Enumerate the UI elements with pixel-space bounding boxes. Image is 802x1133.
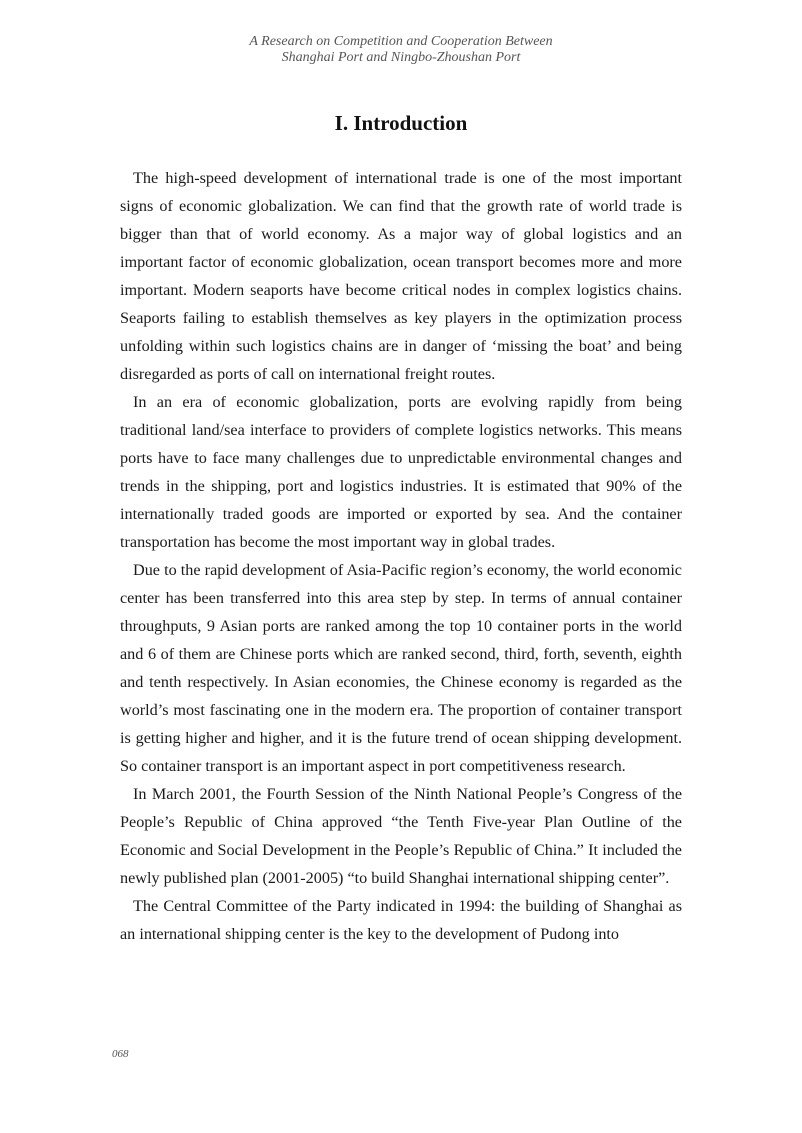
- section-title: I. Introduction: [334, 111, 468, 135]
- paragraph-1: The high-speed development of international trade is one of the most important signs of economic globalization. We can find that the growth rate of world trade is bigger than that of world economy. As a major way of global logistics and an important factor of economic globalization, ocean transport becomes more and more important. Modern seaports have become critical nodes in complex logistics chains. Seaports failing to establish themselves as key players in the optimization process unfolding within such logistics chains are in danger of ‘missing the boat’ and being disregarded as ports of call on international freight routes.: [120, 169, 682, 383]
- paragraph-3: Due to the rapid development of Asia-Pacific region’s economy, the world economic center has been transferred into this area step by step. In terms of annual container throughputs, 9 Asian ports are ranked among the top 10 container ports in the world and 6 of them are Chinese ports which are ranked second, third, forth, seventh, eighth and tenth respectively. In Asian economies, the Chinese economy is regarded as the world’s most fascinating one in the modern era. The proportion of container transport is getting higher and higher, and it is the future trend of ocean shipping development. So container transport is an important aspect in port competitiveness research.: [120, 561, 682, 775]
- running-header-line-2: Shanghai Port and Ningbo-Zhoushan Port: [281, 50, 521, 65]
- paragraph-4: In March 2001, the Fourth Session of the Ninth National People’s Congress of the People’s Republic of China approved “the Tenth Five-year Plan Outline of the Economic and Social Development in the People’s Republic of China.” It included the newly published plan (2001-2005) “to build Shanghai international shipping center”.: [120, 785, 682, 887]
- page-number: 068: [112, 1048, 129, 1060]
- running-header-line-1: A Research on Competition and Cooperation Between: [249, 34, 553, 49]
- paragraph-2: In an era of economic globalization, ports are evolving rapidly from being traditional land/sea interface to providers of complete logistics networks. This means ports have to face many challenges due to unpredictable environmental changes and trends in the shipping, port and logistics industries. It is estimated that 90% of the internationally traded goods are imported or exported by sea. And the container transportation has become the most important way in global trades.: [120, 393, 682, 551]
- body-text: [120, 164, 682, 948]
- paragraph-5: The Central Committee of the Party indicated in 1994: the building of Shanghai as an international shipping center is the key to the development of Pudong into: [120, 897, 682, 943]
- running-header: [0, 34, 802, 66]
